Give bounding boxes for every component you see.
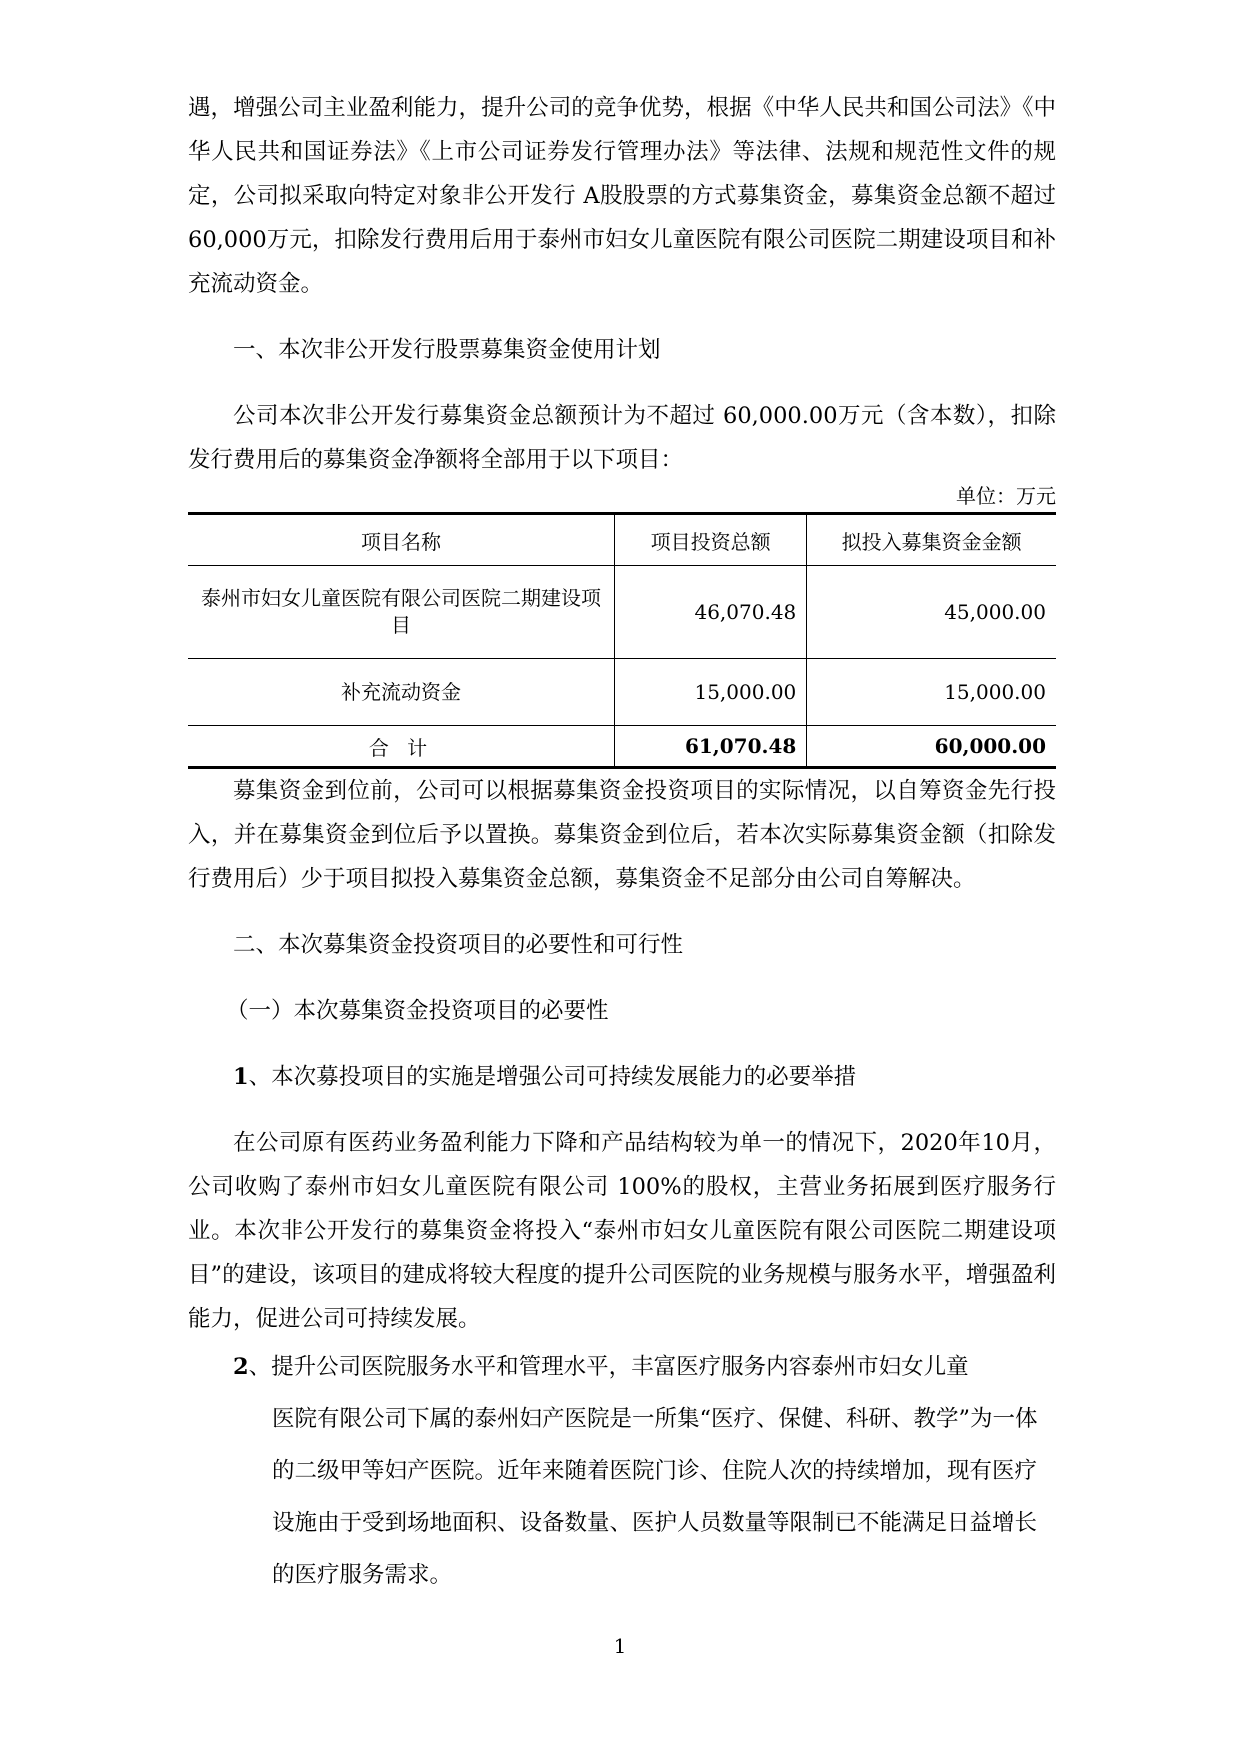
header-project-name: 项目名称 — [188, 514, 615, 566]
item2-number: 2 — [233, 1354, 249, 1380]
table-row — [188, 659, 1056, 726]
section2-heading: 二、本次募集资金投资项目的必要性和可行性 — [233, 932, 684, 958]
item1-number: 1 — [233, 1064, 249, 1090]
section1-heading: 一、本次非公开发行股票募集资金使用计划 — [233, 337, 661, 363]
fund-usage-table — [188, 512, 1056, 769]
row-project-name: 泰州市妇女儿童医院有限公司医院二期建设项目 — [188, 566, 615, 659]
document-page — [188, 86, 1056, 1601]
item2-paragraph: 医院有限公司下属的泰州妇产医院是一所集“医疗、保健、科研、教学”为一体的二级甲等妇产医院。近年来随着医院门诊、住院人次的持续增加，现有医疗设施由于受到场地面积、设备数量、医护人员数量等限制已不能满足日益增长的医疗服务需求。 — [272, 1406, 1038, 1588]
after-table-paragraph: 募集资金到位前，公司可以根据募集资金投资项目的实际情况，以自筹资金先行投入，并在募集资金到位后予以置换。募集资金到位后，若本次实际募集资金额（扣除发行费用后）少于项目拟投入募集资金总额，募集资金不足部分由公司自筹解决。 — [188, 778, 1056, 892]
row-raised-amount: 15,000.00 — [807, 659, 1056, 726]
row-project-name: 补充流动资金 — [188, 659, 615, 726]
page-number: 1 — [613, 1634, 627, 1658]
section2-subheading: （一）本次募集资金投资项目的必要性 — [226, 998, 609, 1024]
table-total-row — [188, 726, 1056, 768]
item1-paragraph: 在公司原有医药业务盈利能力下降和产品结构较为单一的情况下，2020年10月，公司收购了泰州市妇女儿童医院有限公司 100%的股权，主营业务拓展到医疗服务行业。本次非公开发行的募集资金将投入“泰州市妇女儿童医院有限公司医院二期建设项目”的建设，该项目的建成将较大程度的提升公司医院的业务规模与服务水平，增强盈利能力，促进公司可持续发展。 — [188, 1130, 1056, 1332]
row-raised-amount: 45,000.00 — [807, 566, 1056, 659]
item1-title — [188, 1055, 1056, 1099]
item2-title-text: 、提升公司医院服务水平和管理水平，丰富医疗服务内容泰州市妇女儿童 — [248, 1354, 969, 1380]
section1-paragraph: 公司本次非公开发行募集资金总额预计为不超过 60,000.00万元（含本数），扣除发行费用后的募集资金净额将全部用于以下项目： — [188, 403, 1056, 473]
item2-title — [188, 1341, 1056, 1393]
intro-paragraph: 遇，增强公司主业盈利能力，提升公司的竞争优势，根据《中华人民共和国公司法》《中华人民共和国证券法》《上市公司证券发行管理办法》等法律、法规和规范性文件的规定，公司拟采取向特定对象非公开发行 A股股票的方式募集资金，募集资金总额不超过 60,000万元，扣除发行费用后用于泰州市妇女儿童医院有限公司医院二期建设项目和补充流动资金。 — [188, 95, 1056, 297]
total-label: 合 计 — [188, 726, 615, 768]
total-investment-sum: 61,070.48 — [615, 726, 807, 768]
item1-title-text: 、本次募投项目的实施是增强公司可持续发展能力的必要举措 — [248, 1064, 857, 1090]
table-header-row — [188, 514, 1056, 566]
row-total-investment: 46,070.48 — [615, 566, 807, 659]
header-raised-amount: 拟投入募集资金金额 — [807, 514, 1056, 566]
header-total-investment: 项目投资总额 — [615, 514, 807, 566]
table-row — [188, 566, 1056, 659]
row-total-investment: 15,000.00 — [615, 659, 807, 726]
total-raised-sum: 60,000.00 — [807, 726, 1056, 768]
table-unit: 单位：万元 — [956, 484, 1056, 508]
